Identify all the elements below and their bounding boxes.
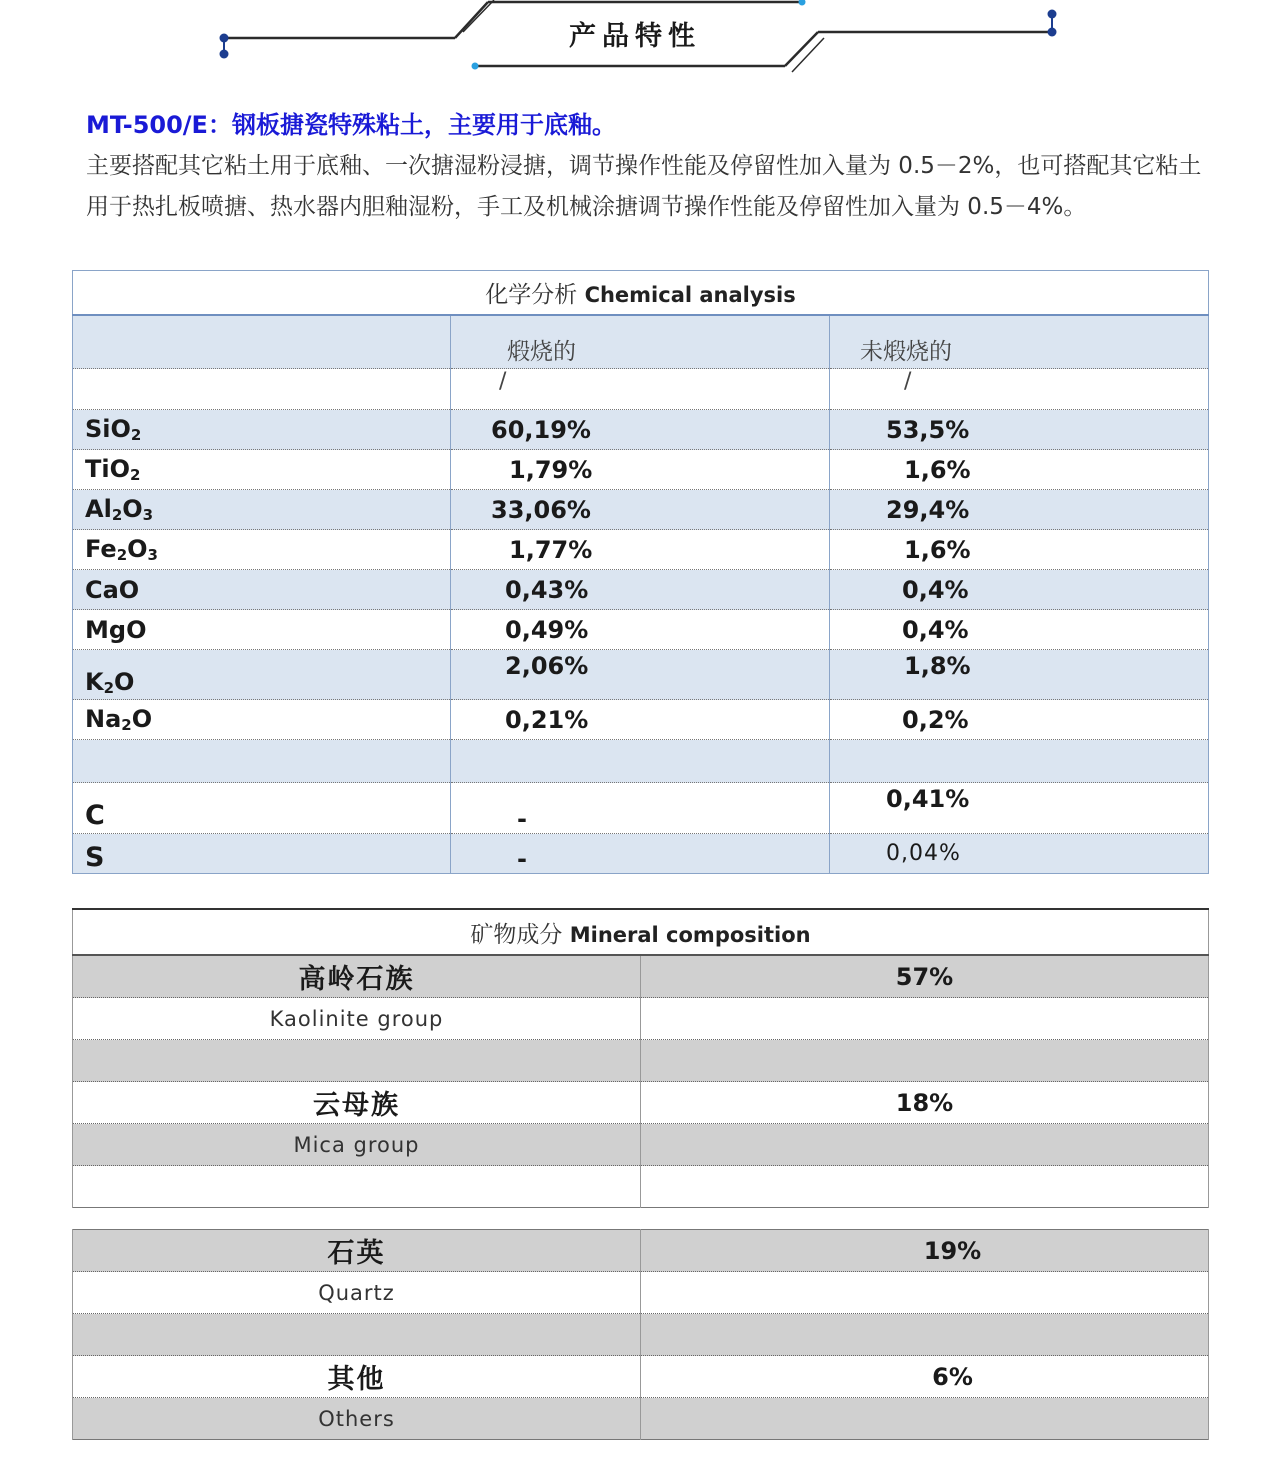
banner-title: 产品特性: [569, 21, 701, 52]
table-title: [73, 271, 1209, 316]
value-uncalcined: 0,4%: [830, 570, 1209, 610]
table-row: [73, 998, 1209, 1040]
table-row: [73, 530, 1209, 570]
element-name: C: [73, 783, 451, 834]
value-calcined: 33,06%: [451, 490, 830, 530]
value-calcined: 2,06%: [451, 650, 830, 700]
value-uncalcined: 53,5%: [830, 410, 1209, 450]
table-row: [73, 570, 1209, 610]
value-uncalcined: 1,8%: [830, 650, 1209, 700]
value-calcined: 1,77%: [451, 530, 830, 570]
section-banner: [0, 0, 1271, 80]
compound-name: CaO: [73, 570, 451, 610]
table-row: [73, 610, 1209, 650]
mineral-name-cn: 云母族: [73, 1082, 641, 1124]
compound-name: $Al_2O_3$: [73, 490, 451, 530]
chemical-analysis-table: [72, 270, 1209, 874]
value-uncalcined: 0,41%: [830, 783, 1209, 834]
value-uncalcined: 0,4%: [830, 610, 1209, 650]
compound-name: TiO$_2$: [73, 450, 451, 490]
table-row: [73, 650, 1209, 700]
table-row: [73, 410, 1209, 450]
mineral-name-cn: 高岭石族: [73, 955, 641, 998]
table-row-empty: [73, 1040, 1209, 1082]
table-row: [73, 1082, 1209, 1124]
product-summary: 钢板搪瓷特殊粘土，主要用于底釉。: [231, 110, 616, 139]
mineral-name-en: Mica group: [73, 1124, 641, 1166]
node-dot-icon: [1048, 10, 1057, 19]
product-description: 主要搭配其它粘土用于底釉、一次搪湿粉浸搪，调节操作性能及停留性加入量为 0.5－2%，也可搭配其它粘土用于热扎板喷搪、热水器内胆釉湿粉，手工及机械涂搪调节操作性能及停留性加入量为 0.5－4%。: [86, 153, 1202, 220]
node-dot-icon: [1048, 28, 1057, 37]
table-row: [73, 700, 1209, 740]
unit-slash: /: [830, 369, 1209, 410]
value-calcined: 1,79%: [451, 450, 830, 490]
value-calcined: 0,49%: [451, 610, 830, 650]
mineral-name-en: Quartz: [73, 1272, 641, 1314]
table-row: [73, 783, 1209, 834]
value-calcined: 0,21%: [451, 700, 830, 740]
node-dot-icon: [220, 34, 229, 43]
table-title-cn: 化学分析: [485, 282, 578, 308]
mineral-name-cn: 其他: [73, 1356, 641, 1398]
table-row: [73, 490, 1209, 530]
mineral-percent: 6%: [641, 1356, 1209, 1398]
column-header-uncalcined: 未煅烧的: [830, 315, 1209, 369]
value-uncalcined: 1,6%: [830, 450, 1209, 490]
accent-dot-icon: [799, 0, 806, 6]
compound-name: SiO$_2$: [73, 410, 451, 450]
unit-slash: /: [451, 369, 830, 410]
product-headline: [86, 105, 616, 140]
mineral-composition-table-continued: [72, 1229, 1209, 1440]
table-title-en: Mineral composition: [569, 922, 811, 947]
value-uncalcined: 0,04%: [830, 834, 1209, 874]
value-calcined: 60,19%: [451, 410, 830, 450]
mineral-percent: 18%: [641, 1082, 1209, 1124]
table-row: [73, 1272, 1209, 1314]
table-title-cn: 矿物成分: [470, 921, 563, 948]
mineral-percent: 57%: [641, 955, 1209, 998]
table-row: [73, 834, 1209, 874]
element-name: S: [73, 834, 451, 874]
table-row: [73, 1356, 1209, 1398]
compound-name: $Fe_2O_3$: [73, 530, 451, 570]
header-cell-empty: [73, 315, 451, 369]
mineral-name-en: Kaolinite group: [73, 998, 641, 1040]
table-title: [73, 909, 1209, 955]
table-row-empty: [73, 1314, 1209, 1356]
value-calcined: -: [451, 783, 830, 834]
slash-cell-empty: [73, 369, 451, 410]
mineral-percent: 19%: [641, 1230, 1209, 1272]
table-row-empty: [73, 740, 1209, 783]
table-row: [73, 1398, 1209, 1440]
compound-name: MgO: [73, 610, 451, 650]
table-row-empty: [73, 1166, 1209, 1208]
product-code: MT-500/E：: [86, 111, 232, 139]
value-calcined: 0,43%: [451, 570, 830, 610]
compound-name: $Na_2O$: [73, 700, 451, 740]
value-uncalcined: 1,6%: [830, 530, 1209, 570]
mineral-name-cn: 石英: [73, 1230, 641, 1272]
value-calcined: -: [451, 834, 830, 874]
compound-name: $K_2O$: [73, 650, 451, 700]
accent-dot-icon: [472, 63, 479, 70]
table-row: [73, 450, 1209, 490]
table-row: [73, 1124, 1209, 1166]
table-row: [73, 1230, 1209, 1272]
table-row: [73, 955, 1209, 998]
mineral-composition-table: [72, 908, 1209, 1208]
mineral-name-en: Others: [73, 1398, 641, 1440]
value-uncalcined: 29,4%: [830, 490, 1209, 530]
table-title-en: Chemical analysis: [584, 283, 796, 307]
value-uncalcined: 0,2%: [830, 700, 1209, 740]
column-header-calcined: 煅烧的: [451, 315, 830, 369]
node-dot-icon: [220, 50, 229, 59]
